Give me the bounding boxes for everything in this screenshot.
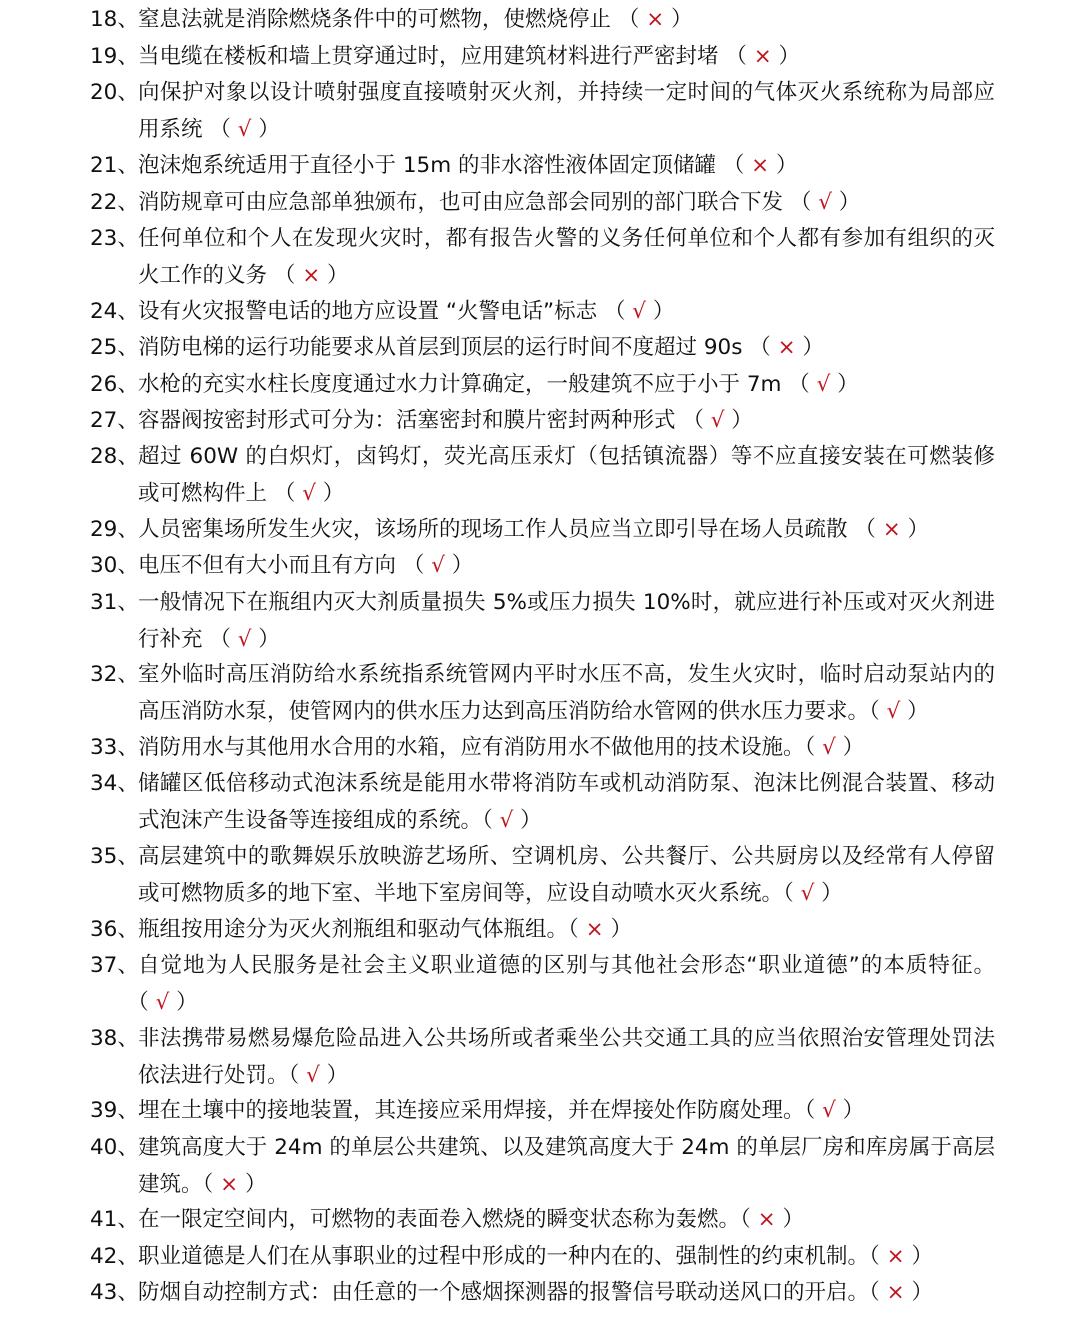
question-text: 埋在土壤中的接地装置，其连接应采用焊接，并在焊接处作防腐处理。: [138, 1098, 805, 1123]
question-item: [90, 439, 995, 512]
answer-close-paren: ）: [775, 1207, 804, 1232]
question-text-block: [138, 1021, 995, 1094]
question-text: 设有火灾报警电话的地方应设置 “火警电话”标志: [138, 299, 598, 324]
answer-close-paren: ）: [769, 153, 798, 178]
question-text-block: [138, 1093, 995, 1130]
answer-parentheses: [719, 44, 801, 69]
question-number: 40、: [90, 1135, 139, 1160]
answer-mark: ×: [757, 1207, 776, 1232]
question-number: 27、: [90, 408, 139, 433]
question-text: 消防用水与其他用水合用的水箱，应有消防用水不做他用的技术设施。: [138, 735, 805, 760]
answer-close-paren: ）: [646, 299, 675, 324]
question-item: [90, 1021, 995, 1094]
question-item: [90, 2, 995, 39]
question-text-block: [138, 730, 995, 767]
answer-close-paren: ）: [251, 116, 280, 142]
answer-parentheses: [805, 1098, 865, 1123]
question-text: 在一限定空间内，可燃物的表面卷入燃烧的瞬变状态称为轰燃。: [138, 1207, 741, 1232]
answer-parentheses: [781, 372, 858, 397]
answer-parentheses: [783, 190, 860, 215]
question-text-block: [138, 1202, 995, 1239]
answer-open-paren: （: [482, 807, 500, 833]
answer-close-paren: ）: [664, 7, 693, 32]
question-number: 28、: [90, 444, 139, 469]
answer-mark: √: [710, 408, 725, 433]
question-item: [90, 766, 995, 839]
answer-open-paren: （: [202, 626, 238, 652]
question-number: 41、: [90, 1207, 139, 1232]
question-number: 37、: [90, 953, 139, 978]
answer-open-paren: （: [869, 1280, 887, 1305]
answer-parentheses: [742, 335, 824, 360]
question-text: 高层建筑中的歌舞娱乐放映游艺场所、空调机房、公共餐厅、公共厨房以及经常有人停留或可燃物质多的地下室、半地下室房间等，应设自动喷水灭火系统。: [138, 844, 995, 906]
answer-parentheses: [289, 1063, 349, 1088]
answer-parentheses: [740, 1207, 804, 1232]
question-item: [90, 730, 995, 767]
question-number: 35、: [90, 844, 139, 869]
answer-parentheses: [611, 7, 693, 32]
answer-close-paren: ）: [835, 1098, 865, 1123]
answer-mark: ×: [886, 1244, 905, 1269]
answer-mark: √: [431, 553, 445, 578]
answer-mark: √: [818, 190, 832, 215]
question-number: 34、: [90, 771, 139, 796]
question-text: 向保护对象以设计喷射强度直接喷射灭火剂，并持续一定时间的气体灭火系统称为局部应用系统: [138, 80, 995, 142]
question-item: [90, 1130, 995, 1203]
question-text-block: [138, 839, 995, 912]
answer-parentheses: [568, 917, 632, 942]
question-text-block: [138, 148, 995, 185]
answer-parentheses: [203, 1172, 267, 1197]
question-number: 33、: [90, 735, 139, 760]
question-item: [90, 403, 995, 440]
answer-parentheses: [267, 263, 349, 288]
answer-open-paren: （: [138, 989, 156, 1015]
question-number: 24、: [90, 299, 139, 324]
question-item: [90, 294, 995, 331]
answer-close-paren: ）: [831, 190, 861, 215]
question-item: [90, 367, 995, 404]
question-text: 当电缆在楼板和墙上贯穿通过时，应用建筑材料进行严密封堵: [138, 44, 719, 69]
answer-mark: √: [306, 1062, 320, 1088]
question-number: 38、: [90, 1026, 139, 1051]
answer-close-paren: ）: [904, 1280, 933, 1305]
question-text-block: [138, 403, 995, 440]
question-text: 防烟自动控制方式：由任意的一个感烟探测器的报警信号联动送风口的开启。: [138, 1280, 870, 1305]
question-text: 容器阀按密封形式可分为：活塞密封和膜片密封两种形式: [138, 408, 676, 433]
question-text: 泡沫炮系统适用于直径小于 15m 的非水溶性液体固定顶储罐: [138, 153, 716, 178]
question-text-block: [138, 185, 995, 222]
answer-close-paren: ）: [900, 698, 929, 724]
answer-parentheses: [869, 1280, 933, 1305]
answer-parentheses: [203, 117, 280, 142]
answer-mark: √: [237, 626, 252, 652]
answer-mark: √: [822, 735, 836, 760]
answer-open-paren: （: [611, 7, 647, 32]
question-text-block: [138, 548, 995, 585]
answer-mark: √: [302, 480, 316, 506]
question-text-block: [138, 912, 995, 949]
answer-open-paren: （: [742, 335, 778, 360]
answer-close-paren: ）: [835, 735, 865, 760]
question-text: 窒息法就是消除燃烧条件中的可燃物，使燃烧停止: [138, 7, 612, 32]
question-number: 31、: [90, 590, 139, 615]
question-text: 一般情况下在瓶组内灭大剂质量损失 5%或压力损失 10%时，就应进行补压或对灭火剂进行补充: [138, 590, 995, 652]
question-number: 29、: [90, 517, 139, 542]
question-text-block: [138, 657, 995, 730]
question-item: [90, 585, 995, 658]
answer-parentheses: [597, 299, 674, 324]
question-text-block: [138, 585, 995, 658]
question-text: 室外临时高压消防给水系统指系统管网内平时水压不高，发生火灾时，临时启动泵站内的高压消防水泵，使管网内的供水压力达到高压消防给水管网的供水压力要求。: [138, 662, 995, 724]
question-item: [90, 1093, 995, 1130]
answer-mark: ×: [882, 517, 901, 542]
answer-close-paren: ）: [904, 1244, 933, 1269]
answer-mark: ×: [220, 1171, 239, 1197]
answer-parentheses: [203, 627, 280, 652]
question-number: 39、: [90, 1098, 139, 1123]
question-item: [90, 512, 995, 549]
answer-open-paren: （: [804, 735, 823, 760]
answer-open-paren: （: [267, 262, 303, 288]
answer-mark: √: [237, 116, 252, 142]
question-text: 建筑高度大于 24m 的单层公共建筑、以及建筑高度大于 24m 的单层厂房和库房属于高层建筑。: [138, 1135, 995, 1197]
answer-close-paren: ）: [724, 408, 753, 433]
answer-open-paren: （: [597, 299, 633, 324]
question-number: 30、: [90, 553, 139, 578]
question-number: 32、: [90, 662, 139, 687]
question-text: 水枪的充实水柱长度度通过水力计算确定，一般建筑不应于小于 7m: [138, 372, 782, 397]
question-text-block: [138, 75, 995, 148]
question-number: 36、: [90, 917, 139, 942]
question-number: 23、: [90, 226, 139, 251]
question-text: 职业道德是人们在从事职业的过程中形成的一种内在的、强制性的约束机制。: [138, 1244, 870, 1269]
answer-open-paren: （: [675, 408, 711, 433]
question-text-block: [138, 948, 995, 1021]
question-item: [90, 1239, 995, 1276]
question-text-block: [138, 1130, 995, 1203]
answer-mark: √: [155, 989, 170, 1015]
answer-close-paren: ）: [900, 517, 930, 542]
question-number: 42、: [90, 1244, 139, 1269]
question-text: 人员密集场所发生火灾，该场所的现场工作人员应当立即引导在场人员疏散: [138, 517, 848, 542]
answer-mark: √: [886, 698, 901, 724]
answer-close-paren: ）: [513, 807, 542, 833]
question-item: [90, 185, 995, 222]
answer-parentheses: [869, 699, 929, 724]
question-number: 21、: [90, 153, 139, 178]
answer-close-paren: ）: [814, 880, 843, 906]
question-text: 电压不但有大小而且有方向: [138, 553, 397, 578]
answer-open-paren: （: [396, 553, 432, 578]
answer-parentheses: [396, 553, 473, 578]
question-text-block: [138, 1275, 995, 1312]
answer-parentheses: [482, 808, 542, 833]
answer-open-paren: （: [783, 190, 819, 215]
question-text-block: [138, 221, 995, 294]
question-text-block: [138, 294, 995, 331]
question-text-block: [138, 766, 995, 839]
answer-open-paren: （: [568, 917, 586, 942]
question-item: [90, 948, 995, 1021]
question-item: [90, 912, 995, 949]
question-number: 19、: [90, 44, 139, 69]
answer-close-paren: ）: [319, 1062, 349, 1088]
answer-close-paren: ）: [251, 626, 280, 652]
answer-parentheses: [783, 881, 843, 906]
question-text-block: [138, 512, 995, 549]
answer-mark: ×: [753, 44, 772, 69]
question-text-block: [138, 39, 995, 76]
answer-open-paren: （: [783, 880, 801, 906]
answer-close-paren: ）: [603, 917, 632, 942]
answer-parentheses: [716, 153, 798, 178]
question-item: [90, 148, 995, 185]
answer-mark: ×: [585, 917, 604, 942]
question-number: 43、: [90, 1280, 139, 1305]
answer-mark: ×: [751, 153, 770, 178]
question-item: [90, 839, 995, 912]
question-text-block: [138, 367, 995, 404]
question-item: [90, 1275, 995, 1312]
answer-close-paren: ）: [315, 480, 345, 506]
answer-close-paren: ）: [830, 372, 859, 397]
answer-open-paren: （: [202, 116, 238, 142]
question-item: [90, 1202, 995, 1239]
answer-open-paren: （: [718, 44, 754, 69]
answer-parentheses: [805, 735, 865, 760]
answer-close-paren: ）: [795, 335, 824, 360]
answer-open-paren: （: [288, 1062, 307, 1088]
question-number: 25、: [90, 335, 139, 360]
question-text: 任何单位和个人在发现火灾时，都有报告火警的义务任何单位和个人都有参加有组织的灭火工作的义务: [138, 226, 995, 288]
question-text: 自觉地为人民服务是社会主义职业道德的区别与其他社会形态“职业道德”的本质特征。: [138, 953, 995, 978]
question-number: 20、: [90, 80, 139, 105]
answer-open-paren: （: [267, 480, 303, 506]
question-item: [90, 75, 995, 148]
answer-open-paren: （: [202, 1171, 221, 1197]
question-text: 储罐区低倍移动式泡沫系统是能用水带将消防车或机动消防泵、泡沫比例混合装置、移动式泡沫产生设备等连接组成的系统。: [138, 771, 995, 833]
answer-parentheses: [869, 1244, 933, 1269]
question-number: 22、: [90, 190, 139, 215]
answer-parentheses: [138, 990, 198, 1015]
answer-open-paren: （: [740, 1207, 758, 1232]
answer-open-paren: （: [869, 698, 887, 724]
answer-close-paren: ）: [238, 1171, 267, 1197]
question-item: [90, 657, 995, 730]
answer-mark: ×: [777, 335, 796, 360]
answer-close-paren: ）: [169, 989, 198, 1015]
question-item: [90, 330, 995, 367]
question-text-block: [138, 330, 995, 367]
answer-mark: √: [800, 880, 815, 906]
answer-mark: √: [632, 299, 646, 324]
answer-mark: ×: [302, 262, 321, 288]
answer-mark: √: [499, 807, 514, 833]
answer-parentheses: [267, 481, 344, 506]
question-text-block: [138, 2, 995, 39]
answer-parentheses: [676, 408, 753, 433]
answer-mark: ×: [646, 7, 665, 32]
answer-open-paren: （: [781, 372, 817, 397]
answer-mark: √: [822, 1098, 836, 1123]
answer-close-paren: ）: [771, 44, 801, 69]
question-item: [90, 221, 995, 294]
question-text: 超过 60W 的白炽灯，卤钨灯，荧光高压汞灯（包括镇流器）等不应直接安装在可燃装修或可燃构件上: [138, 444, 995, 506]
answer-parentheses: [848, 517, 930, 542]
question-text: 瓶组按用途分为灭火剂瓶组和驱动气体瓶组。: [138, 917, 569, 942]
question-text: 非法携带易燃易爆危险品进入公共场所或者乘坐公共交通工具的应当依照治安管理处罚法依法进行处罚。: [138, 1026, 995, 1088]
answer-open-paren: （: [847, 517, 883, 542]
answer-open-paren: （: [804, 1098, 823, 1123]
question-item: [90, 39, 995, 76]
answer-mark: √: [816, 372, 831, 397]
answer-close-paren: ）: [320, 262, 349, 288]
answer-open-paren: （: [715, 153, 752, 178]
answer-open-paren: （: [869, 1244, 887, 1269]
question-number: 26、: [90, 372, 139, 397]
question-text: 消防电梯的运行功能要求从首层到顶层的运行时间不度超过 90s: [138, 335, 743, 360]
question-text-block: [138, 439, 995, 512]
question-text-block: [138, 1239, 995, 1276]
question-number: 18、: [90, 7, 139, 32]
answer-mark: ×: [886, 1280, 905, 1305]
answer-close-paren: ）: [444, 553, 474, 578]
question-text: 消防规章可由应急部单独颁布，也可由应急部会同别的部门联合下发: [138, 190, 784, 215]
question-item: [90, 548, 995, 585]
